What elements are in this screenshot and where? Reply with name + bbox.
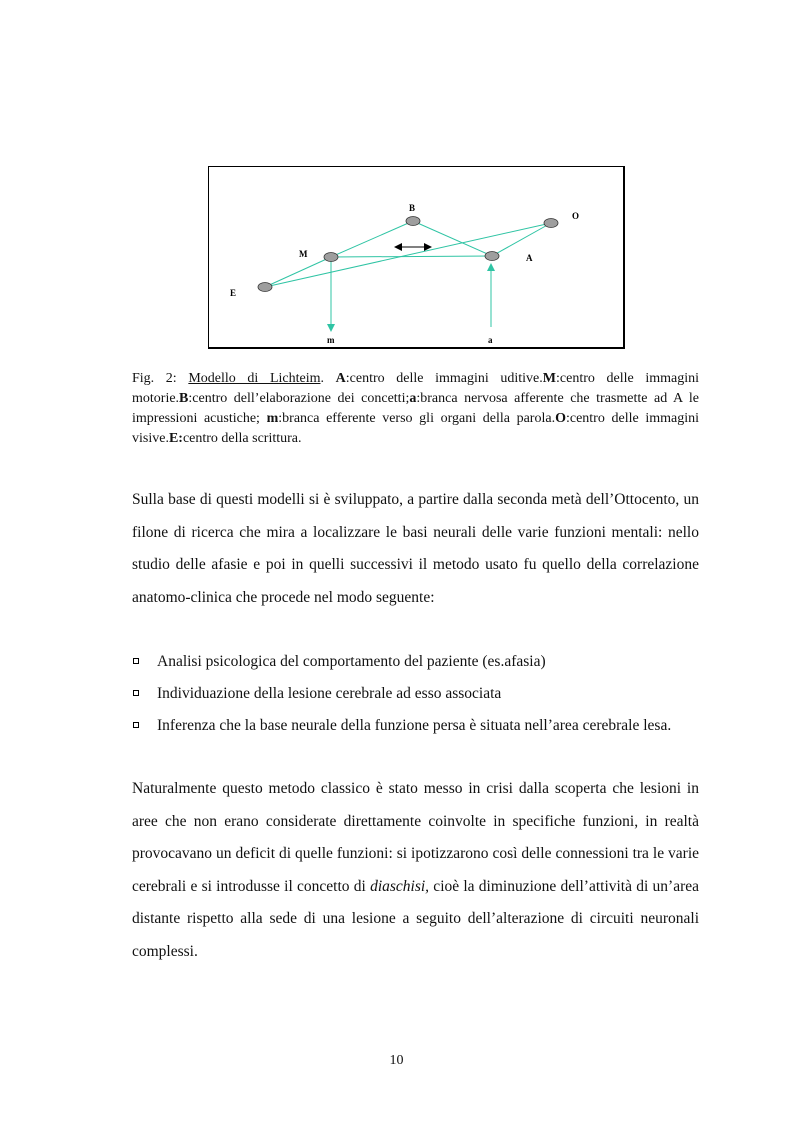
list-item-text: Analisi psicologica del comportamento del paziente (es.afasia) (157, 653, 546, 670)
list-item (132, 651, 699, 683)
caption-O-text: :centro delle immagini visive. (132, 411, 699, 446)
label-M: M (299, 249, 308, 259)
edge-E-M (265, 257, 331, 287)
caption-E-text: centro della scrittura. (182, 431, 302, 446)
label-m: m (327, 335, 335, 345)
edge-A-O (492, 223, 551, 256)
caption-m-label: m (266, 411, 279, 426)
edge-M-B (331, 221, 413, 257)
diaschisi-term: diaschisi, (370, 877, 430, 895)
paragraph2-after: cioè la diminuzione dell’attività di un’area distante rispetto alla sede di una lesione a seguito dell’alterazione di circuiti neuronali complessi. (132, 877, 700, 960)
caption-B-label: B (179, 391, 189, 406)
label-A: A (526, 253, 533, 263)
edge-E-O (265, 223, 551, 287)
caption-B-text: :centro dell’elaborazione dei concetti; (188, 391, 410, 406)
lichteim-diagram (209, 167, 623, 347)
node-E (258, 283, 272, 292)
paragraph2-before: Naturalmente questo metodo classico è stato messo in crisi dalla scoperta che lesioni in aree che non erano considerate direttamente coinvolte in specifiche funzioni, in realtà provocavano un deficit di quelle funzioni: si ipotizzarono così delle connessioni tra le varie cerebrali e si introdusse il concetto di (132, 780, 699, 895)
list-item-text: Individuazione della lesione cerebrale ad esso associata (157, 685, 502, 702)
edge-M-A (331, 256, 492, 257)
node-A (485, 252, 499, 261)
lichteim-model-figure (208, 166, 625, 349)
figure-caption (132, 369, 699, 449)
label-B: B (409, 203, 416, 213)
body-paragraph-2 (132, 773, 699, 969)
fig-number: Fig. 2: (132, 371, 177, 386)
list-item (132, 715, 699, 747)
label-O: O (572, 211, 580, 221)
caption-m-text: :branca efferente verso gli organi della parola. (278, 411, 556, 426)
caption-M-label: M (542, 371, 556, 386)
node-O (544, 219, 558, 228)
square-bullet-icon (133, 658, 139, 664)
caption-E-label: E: (168, 431, 183, 446)
list-item-text: Inferenza che la base neurale della funzione persa è situata nell’area cerebrale lesa. (157, 717, 672, 734)
label-a: a (488, 335, 493, 345)
node-B (406, 217, 420, 226)
caption-A-label: A (335, 371, 346, 386)
square-bullet-icon (133, 722, 139, 728)
caption-M-text: :centro delle immagini motorie. (132, 371, 700, 406)
caption-a-text: :branca nervosa afferente che trasmette ad A le impressioni acustiche; (132, 391, 699, 426)
caption-a-label: a (409, 391, 417, 406)
caption-sep: . (320, 371, 336, 386)
page-number: 10 (389, 1053, 404, 1068)
list-item (132, 683, 699, 715)
node-M (324, 253, 338, 262)
caption-O-label: O (555, 411, 566, 426)
square-bullet-icon (133, 690, 139, 696)
method-list (132, 651, 699, 747)
fig-title: Modello di Lichteim (188, 371, 321, 386)
body-paragraph-1: Sulla base di questi modelli si è sviluppato, a partire dalla seconda metà dell’Ottocento, un filone di ricerca che mira a localizzare le basi neurali delle varie funzioni mentali: nello studio delle afasie e poi in quelli successivi il metodo usato fu quello della correlazione anatomo-clinica che procede nel modo seguente: (132, 491, 699, 606)
label-E: E (230, 288, 237, 298)
caption-A-text: :centro delle immagini uditive. (345, 371, 543, 386)
